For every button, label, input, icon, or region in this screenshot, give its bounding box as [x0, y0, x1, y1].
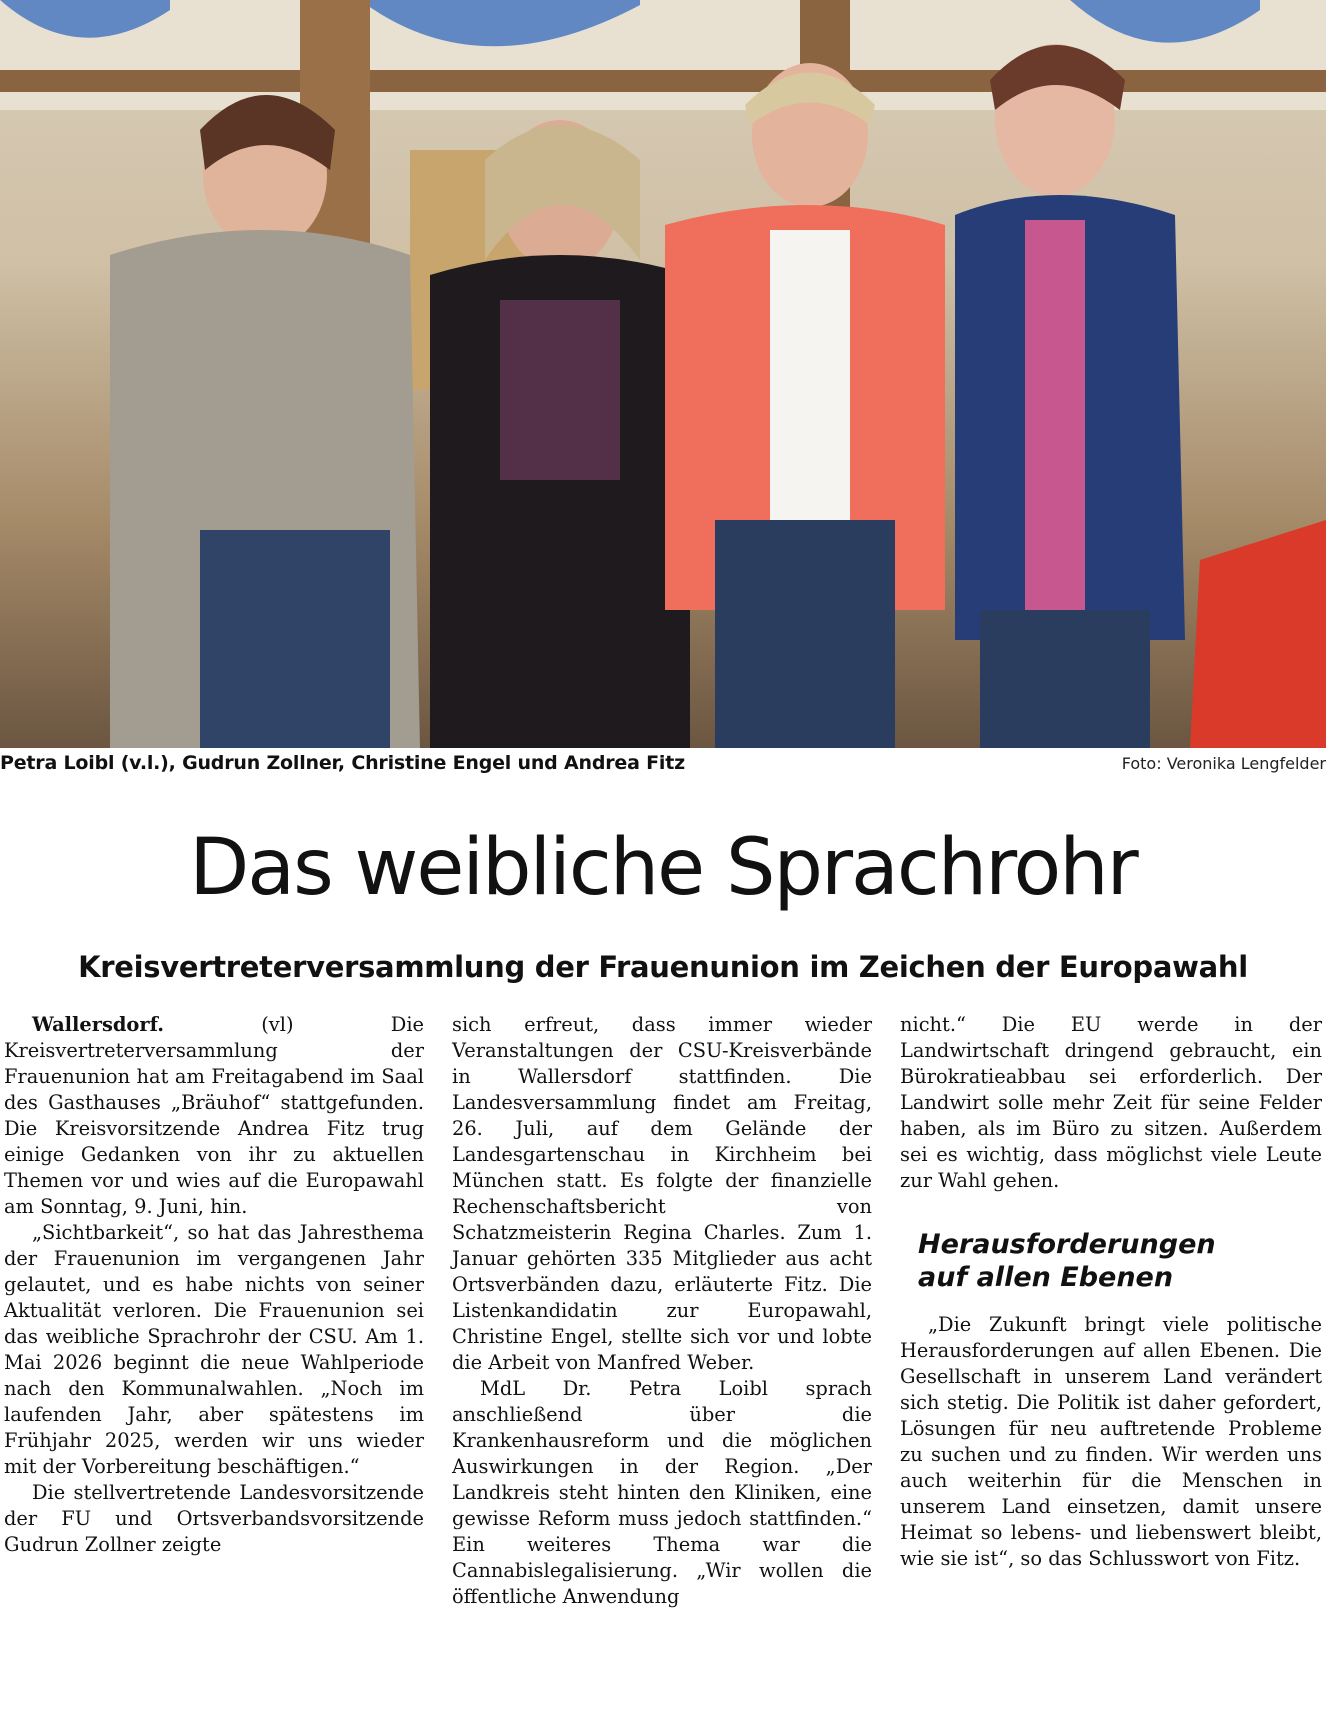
paragraph-text: (vl) Die Kreisvertreterversammlung der Frauenunion hat am Freitagabend im Saal des Gasthauses „Bräuhof“ stattgefunden. Die Kreisvorsitzende Andrea Fitz trug einige Gedanken von ihr zu aktuellen Themen vor und wies auf die Europawahl am Sonntag, 9. Juni, hin. — [4, 1013, 424, 1218]
article-paragraph: sich erfreut, dass immer wieder Veranstaltungen der CSU-Kreisverbände in Wallersdorf stattfinden. Die Landesversammlung findet am Freitag, 26. Juli, auf dem Gelände der Landesgartenschau in Kirchheim bei München statt. Es folgte der finanzielle Rechenschaftsbericht von Schatzmeisterin Regina Charles. Zum 1. Januar gehörten 335 Mitglieder aus acht Ortsverbänden dazu, erläuterte Fitz. Die Listenkandidatin zur Europawahl, Christine Engel, stellte sich vor und lobte die Arbeit von Manfred Weber. — [452, 1013, 872, 1374]
article-column-2 — [452, 1012, 872, 1610]
article-body — [0, 1012, 1326, 1712]
article-paragraph: nicht.“ Die EU werde in der Landwirtschaft dringend gebraucht, ein Bürokratieabbau sei erforderlich. Der Landwirt solle mehr Zeit für seine Felder haben, als im Büro zu sitzen. Außerdem sei es wichtig, dass möglichst viele Leute zur Wahl gehen. — [900, 1013, 1322, 1192]
article-subheadline: Kreisvertreterversammlung der Frauenunion im Zeichen der Europawahl — [78, 950, 1248, 984]
article-headline: Das weibliche Sprachrohr — [189, 823, 1137, 913]
dateline: Wallersdorf. — [32, 1013, 164, 1036]
photo-caption-row — [0, 752, 1326, 782]
article-column-1 — [4, 1012, 424, 1558]
article-paragraph: „Sichtbarkeit“, so hat das Jahresthema der Frauenunion im vergangenen Jahr gelautet, und es habe nichts von seiner Aktualität verloren. Die Frauenunion sei das weibliche Sprachrohr der CSU. Am 1. Mai 2026 beginnt die neue Wahlperiode nach den Kommunalwahlen. „Noch im laufenden Jahr, aber spätestens im Frühjahr 2025, werden wir uns wieder mit der Vorbereitung beschäftigen.“ — [4, 1221, 424, 1478]
article-paragraph — [4, 1012, 424, 1220]
article-column-3 — [900, 1012, 1322, 1572]
photo-caption: Petra Loibl (v.l.), Gudrun Zollner, Christine Engel und Andrea Fitz — [0, 752, 685, 774]
section-heading-line-2: auf allen Ebenen — [918, 1262, 1174, 1293]
group-photo — [0, 0, 1326, 748]
section-heading — [918, 1228, 1322, 1294]
section-heading-line-1: Herausforderungen — [918, 1229, 1216, 1260]
article-paragraph: MdL Dr. Petra Loibl sprach anschließend über die Krankenhausreform und die möglichen Auswirkungen in der Region. „Der Landkreis steht hinten den Kliniken, eine gewisse Reform muss jedoch stattfinden.“ Ein weiteres Thema war die Cannabislegalisierung. „Wir wollen die öffentliche Anwendung — [452, 1377, 872, 1608]
group-photo-illustration — [0, 0, 1326, 748]
article-paragraph: Die stellvertretende Landesvorsitzende der FU und Ortsverbandsvorsitzende Gudrun Zollner zeigte — [4, 1481, 424, 1556]
article-paragraph: „Die Zukunft bringt viele politische Herausforderungen auf allen Ebenen. Die Gesellschaft in unserem Land verändert sich stetig. Die Politik ist daher gefordert, Lösungen für neu auftretende Probleme zu suchen und zu finden. Wir werden uns auch weiterhin für die Menschen in unserem Land einsetzen, damit unsere Heimat so lebens- und liebenswert bleibt, wie sie ist“, so das Schlusswort von Fitz. — [900, 1313, 1322, 1570]
photo-credit: Foto: Veronika Lengfelder — [1121, 754, 1326, 773]
